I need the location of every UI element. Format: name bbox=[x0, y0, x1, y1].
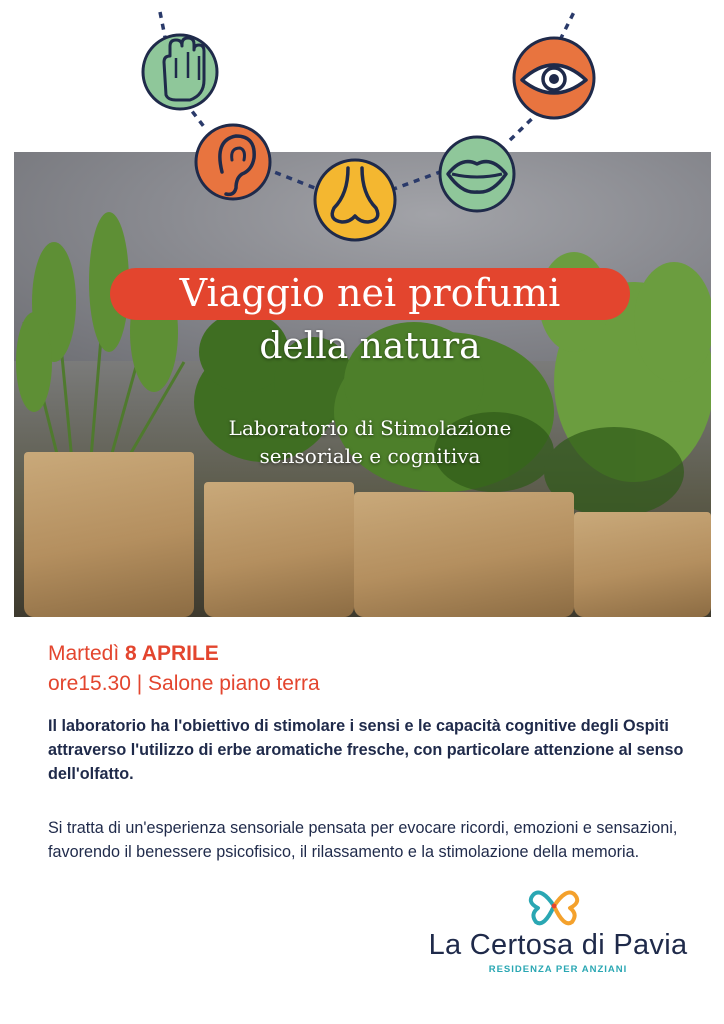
nose-icon bbox=[315, 160, 395, 240]
event-date-value: 8 APRILE bbox=[125, 642, 219, 665]
subtitle bbox=[150, 414, 590, 470]
description-paragraph1: Il laboratorio ha l'obiettivo di stimolare i sensi e le capacità cognitive degli Ospiti attraverso l'utilizzo di erbe aromatiche fresche, con particolare attenzione al senso dell'olfatto. bbox=[48, 717, 684, 783]
event-day: Martedì bbox=[48, 642, 120, 665]
title-line1: Viaggio nei profumi bbox=[179, 271, 561, 315]
eye-icon bbox=[514, 38, 594, 118]
ear-icon bbox=[196, 125, 270, 199]
subtitle-line1: Laboratorio di Stimolazione bbox=[228, 416, 512, 440]
pot-middle bbox=[204, 482, 354, 617]
title-line2: della natura bbox=[259, 326, 481, 367]
event-date bbox=[48, 640, 219, 668]
pot-center bbox=[354, 492, 574, 617]
five-senses-arc bbox=[0, 0, 724, 250]
logo-tagline: RESIDENZA PER ANZIANI bbox=[488, 964, 628, 975]
lips-icon bbox=[440, 137, 514, 211]
butterfly-logo-icon bbox=[528, 884, 580, 928]
logo-name: La Certosa di Pavia bbox=[428, 929, 688, 961]
pot-left bbox=[24, 452, 194, 617]
hand-icon bbox=[143, 35, 217, 109]
description-paragraph2: Si tratta di un'esperienza sensoriale pensata per evocare ricordi, emozioni e sensazioni, favorendo il benessere psicofisico, il rilassamento e la stimolazione della memoria. bbox=[48, 819, 678, 861]
event-time-location: ore15.30 | Salone piano terra bbox=[48, 672, 320, 695]
pot-right bbox=[574, 512, 711, 617]
subtitle-line2: sensoriale e cognitiva bbox=[259, 444, 481, 468]
